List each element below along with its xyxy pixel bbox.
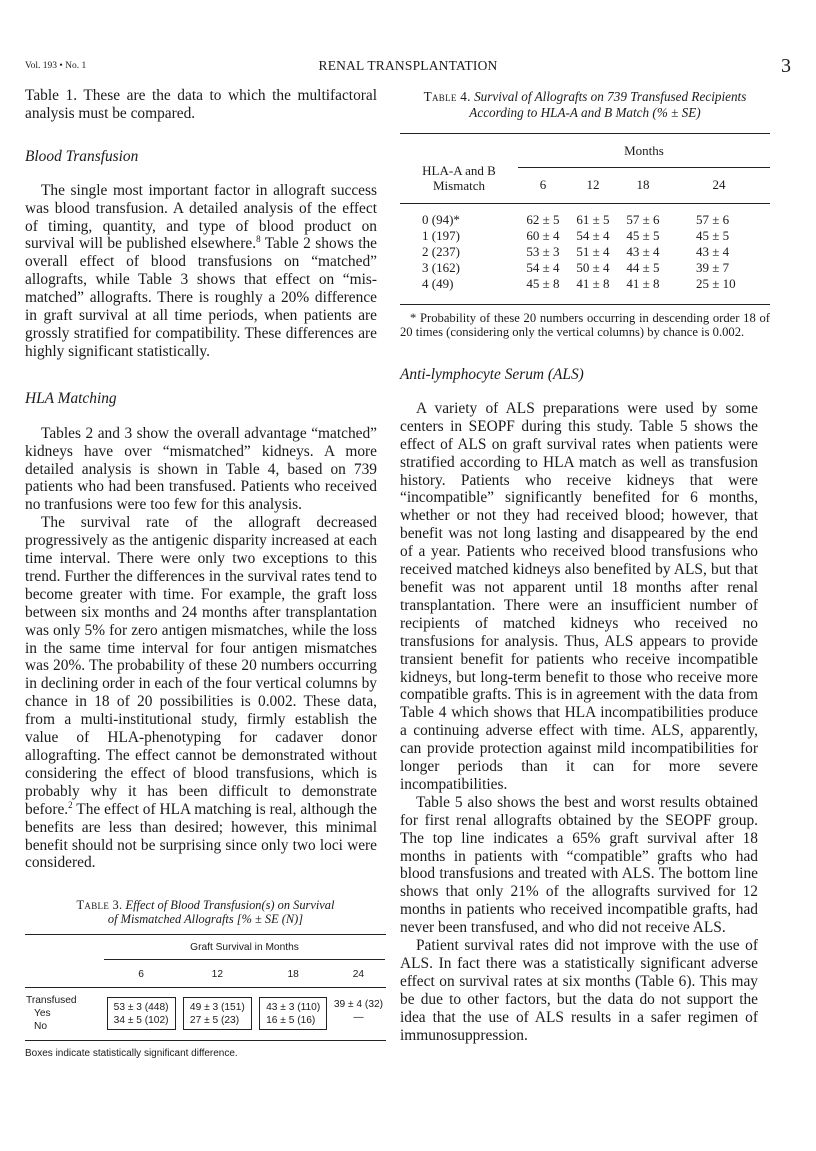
table-row: 1 (197) 60 ± 4 54 ± 4 45 ± 5 45 ± 5 bbox=[422, 228, 730, 244]
table-4-col-header: 24 bbox=[712, 177, 726, 192]
table-4-label: Table 4. bbox=[423, 89, 471, 104]
table-cell: 16 ± 5 (16) bbox=[266, 1015, 316, 1026]
reference-2: 2 bbox=[68, 799, 73, 810]
table-3-footnote: Boxes indicate statistically significant difference. bbox=[25, 1048, 238, 1059]
journal-issue: Vol. 193 • No. 1 bbox=[25, 61, 87, 71]
table-cell: 49 ± 3 (151) bbox=[189, 1002, 245, 1013]
table-row: 3 (162) 54 ± 4 50 ± 4 44 ± 5 39 ± 7 bbox=[422, 260, 730, 276]
table-3-col-header: 18 bbox=[287, 969, 299, 980]
hla-paragraph-2: The survival rate of the allograft decreased progressively as the antigenic disparity increased at each time interval. There were only two exceptions to this trend. Further the differences in the survival rates tend to become greater with time. For example, the graft loss between six months and 24 months after transplantation was only 5% for zero antigen mismatches, while the loss in the same time interval for four antigen mismatches was 20%. The probability of these 20 numbers occurring in declining order in each of the four vertical columns by chance in 18 of 20 possibilities is 0.002. These data, from a multi-institutional study, firmly establish the value of HLA-phenotyping for cadaver donor allografting. The effect cannot be demonstrated without considering the effect of blood transfusions, which is probably why it has been difficult to demonstrate before.$^2$ The effect of HLA matching is real, although the benefits are less than desired; however, this minimal benefit should not be surprising since only two loci were considered. bbox=[25, 514, 377, 872]
running-title: RENAL TRANSPLANTATION bbox=[318, 58, 498, 73]
table-3-col-header: 12 bbox=[211, 969, 224, 980]
running-header bbox=[25, 55, 791, 78]
table-4-footnote: * Probability of these 20 numbers occurring in descending order 18 of 20 times (considering only the vertical columns) by chance is 0.002. bbox=[400, 311, 770, 339]
table-cell: 53 ± 3 (448) bbox=[113, 1002, 169, 1013]
table-4-col-header: 18 bbox=[636, 177, 650, 192]
table-cell: 43 ± 3 (110) bbox=[266, 1002, 321, 1013]
table-3-caption bbox=[25, 898, 386, 926]
right-column bbox=[400, 366, 758, 1045]
row-group-label: Transfused bbox=[26, 995, 77, 1006]
table-3-col-header: 6 bbox=[138, 969, 144, 980]
table-3-label: Table 3. bbox=[76, 898, 123, 912]
section-heading-hla-matching: HLA Matching bbox=[25, 389, 117, 407]
row-label-no: No bbox=[34, 1021, 48, 1032]
als-paragraph-1: A variety of ALS preparations were used by some centers in SEOPF during this study. Table 5 shows the effect of ALS on graft survival rates when patients were stratified according to HLA match as well as transfusion history. Patients who receive kidneys that were “incompatible” significantly benefited for 6 months, whether or not they had received blood; however, that benefit was not long lasting and disappeared by the end of a year. Patients who received blood transfusions who received matched kidneys also benefited by ALS, but that benefit was not apparent until 18 months after renal transplantation. There were an insufficient number of recipients of matched kidneys who received no transfusions for analysis. Thus, ALS appears to provide transient benefit for patients who receive incompatible kidneys, but long-term benefit to those who receive more compatible grafts. This is in agreement with the data from Table 4 which shows that HLA incompatibilities produce a continuing adverse effect with time. ALS, apparently, can provide protection against mild incompatibilities for longer periods than it can for more severe incompatibilities. bbox=[400, 399, 758, 793]
intro-paragraph: Table 1. These are the data to which the multifactoral analysis must be compared. bbox=[25, 87, 377, 122]
table-4-caption bbox=[400, 89, 770, 121]
table-3-title-line2: of Mismatched Allografts [% ± SE (N)] bbox=[107, 912, 304, 926]
table-4-title-line1: Survival of Allografts on 739 Transfused Recipients bbox=[474, 89, 747, 104]
table-cell: 27 ± 5 (23) bbox=[189, 1015, 240, 1026]
table-row: 0 (94)* 62 ± 5 61 ± 5 57 ± 6 57 ± 6 bbox=[422, 212, 730, 228]
table-cell: 34 ± 5 (102) bbox=[113, 1015, 169, 1026]
significance-box bbox=[107, 997, 176, 1030]
table-row: 2 (237) 53 ± 3 51 ± 4 43 ± 4 43 ± 4 bbox=[422, 244, 730, 260]
table-4 bbox=[400, 89, 770, 339]
table-cell: — bbox=[353, 1012, 364, 1023]
table-3-row-labels bbox=[25, 988, 103, 1035]
table-3-grid bbox=[25, 935, 386, 1034]
page-number: 3 bbox=[781, 55, 791, 77]
table-3-col-header: 24 bbox=[352, 969, 365, 980]
table-3-title-line1: Effect of Blood Transfusion(s) on Survival bbox=[125, 898, 335, 912]
table-4-title-line2: According to HLA-A and B Match (% ± SE) bbox=[469, 105, 701, 120]
section-heading-blood-transfusion: Blood Transfusion bbox=[25, 147, 139, 165]
table-4-col-header: 12 bbox=[586, 177, 600, 192]
table-3 bbox=[25, 898, 386, 1059]
table-4-row-header: HLA-A and B Mismatch bbox=[422, 163, 496, 193]
als-paragraph-2: Table 5 also shows the best and worst results obtained for first renal allografts obtained by the SEOPF group. The top line indicates a 65% graft survival after 18 months in patients with “compatible” grafts who had blood transfusions and treated with ALS. The bottom line shows that only 21% of the allografts survived for 12 months in patients who received incompatible grafts, had never been transfused, and who did not receive ALS. bbox=[400, 793, 758, 937]
significance-box bbox=[259, 997, 327, 1030]
table-4-col-header: 6 bbox=[539, 177, 547, 192]
table-4-grid bbox=[400, 134, 770, 305]
row-label-yes: Yes bbox=[34, 1008, 51, 1019]
table-4-group-header: Months bbox=[518, 143, 770, 168]
table-3-group-header: Graft Survival in Months bbox=[104, 942, 385, 960]
table-row: 4 (49) 45 ± 8 41 ± 8 41 ± 8 25 ± 10 bbox=[422, 276, 736, 292]
hla-paragraph-1: Tables 2 and 3 show the overall advantage “matched” kidneys have over “mismatched” kidneys. A more detailed analysis is shown in Table 4, based on 739 patients who had been transfused. Patients who received no tranfusions were too few for this analysis. bbox=[25, 424, 377, 514]
left-column bbox=[25, 87, 377, 872]
als-paragraph-3: Patient survival rates did not improve with the use of ALS. In fact there was a statistically significant adverse effect on survival rates at six months (Table 6). This may be due to other factors, but the data do not support the idea that the use of ALS results in a safer regimen of immunosuppression. bbox=[400, 937, 758, 1044]
table-cell: 39 ± 4 (32) bbox=[333, 999, 384, 1010]
reference-8: 8 bbox=[256, 234, 261, 245]
significance-box bbox=[183, 997, 252, 1030]
section-heading-als: Anti-lymphocyte Serum (ALS) bbox=[400, 366, 584, 383]
blood-transfusion-paragraph: The single most important factor in allograft success was blood transfusion. A detailed analysis of the effect of timing, quantity, and type of blood product on survival will be published elsewhere.$^8$ Table 2 shows the overall effect of blood transfusions on “matched” allografts, while Table 3 shows that effect on “mis-matched” allografts. There is roughly a 20% difference in graft survival at all time periods, when patients are grossly stratified for compatibility. These differences are highly significant statistically. bbox=[25, 181, 377, 360]
